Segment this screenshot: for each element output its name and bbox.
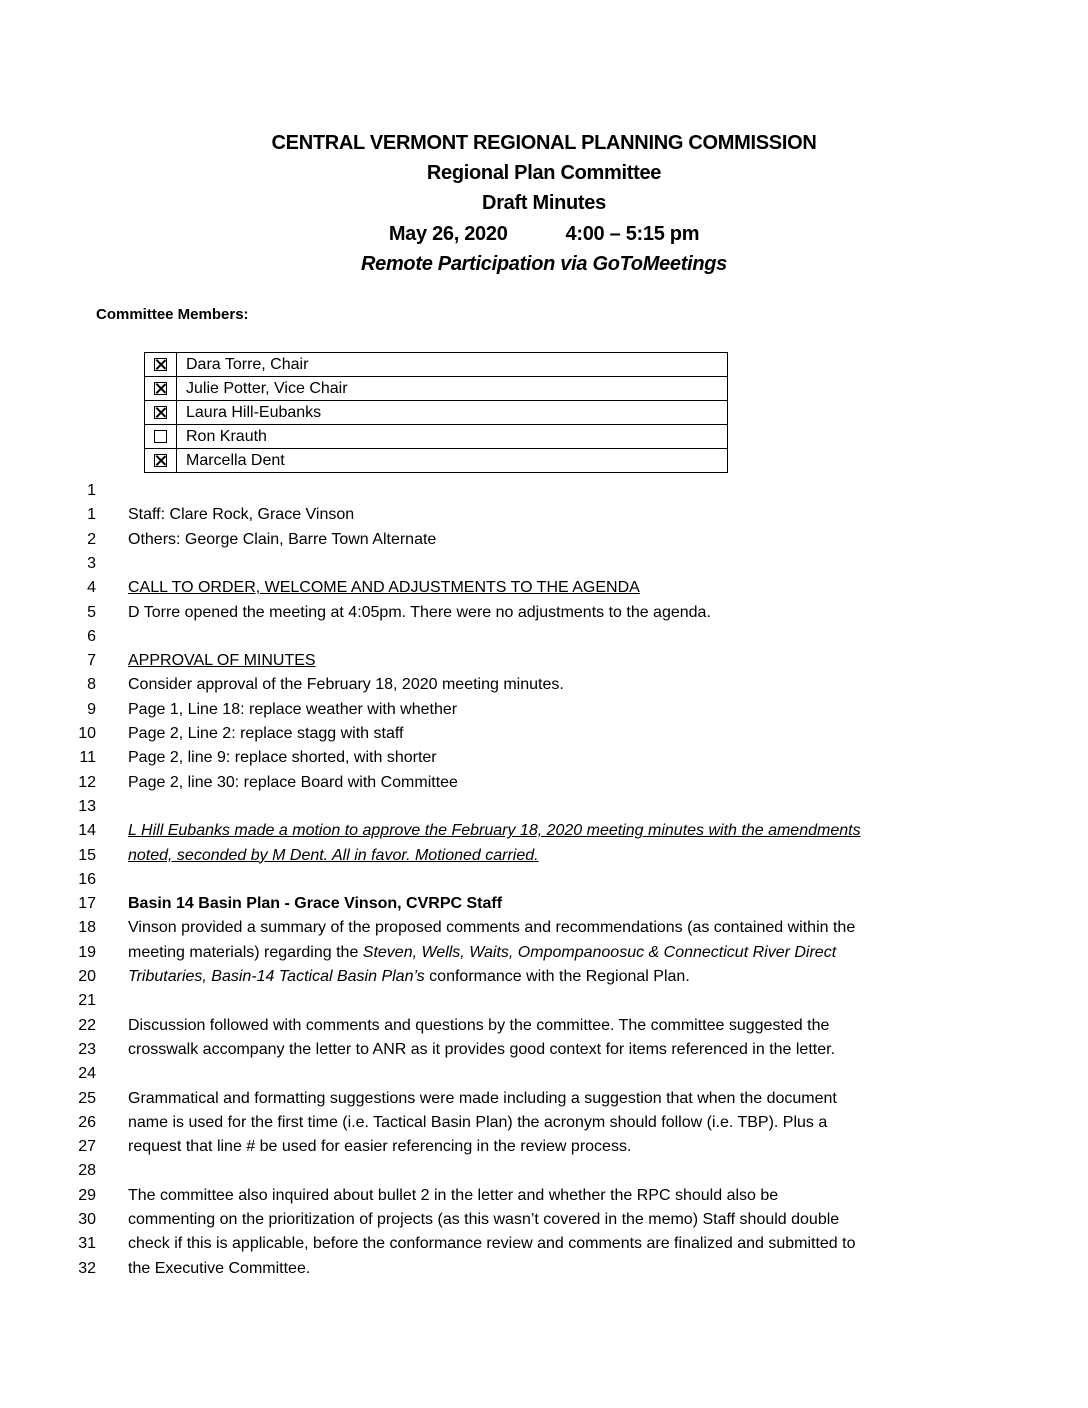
line-number: 9	[87, 700, 96, 718]
minutes-line	[0, 919, 1088, 943]
minutes-line	[0, 482, 1088, 506]
line-text: Page 2, line 9: replace shorted, with shorter	[128, 749, 437, 767]
minutes-line	[0, 1138, 1088, 1162]
line-number: 32	[78, 1259, 96, 1277]
line-text: meeting materials) regarding the Steven, Wells, Waits, Ompompanoosuc & Connecticut River Direct	[128, 943, 837, 961]
line-text: crosswalk accompany the letter to ANR as it provides good context for items referenced in the letter.	[128, 1040, 836, 1058]
minutes-line	[0, 701, 1088, 725]
minutes-line	[0, 749, 1088, 773]
line-number: 30	[78, 1211, 96, 1228]
line-number: 16	[78, 870, 96, 888]
line-number: 1	[87, 482, 96, 499]
member-row	[145, 425, 728, 449]
unchecked-box-icon	[154, 430, 167, 443]
minutes-line	[0, 1235, 1088, 1259]
line-number: 4	[87, 579, 96, 597]
line-number: 19	[78, 943, 96, 961]
line-text: CALL TO ORDER, WELCOME AND ADJUSTMENTS TO THE AGENDA	[128, 579, 640, 597]
document-type: Draft Minutes	[482, 192, 606, 214]
attendance-cell	[145, 449, 177, 473]
line-text: Others: George Clain, Barre Town Alternate	[128, 530, 437, 548]
meeting-date-time	[0, 223, 1088, 246]
member-name: Laura Hill-Eubanks	[177, 401, 728, 425]
line-number: 11	[79, 749, 96, 767]
line-text: APPROVAL OF MINUTES	[128, 652, 316, 670]
checked-box-icon	[154, 406, 167, 419]
attendance-cell	[145, 377, 177, 401]
minutes-line	[0, 1187, 1088, 1211]
minutes-line	[0, 1162, 1088, 1186]
line-text: Page 1, Line 18: replace weather with whether	[128, 700, 458, 718]
line-number: 24	[78, 1065, 96, 1083]
minutes-line	[0, 1211, 1088, 1235]
attendance-cell	[145, 425, 177, 449]
minutes-line	[0, 506, 1088, 530]
member-name: Marcella Dent	[177, 449, 728, 473]
line-number: 31	[78, 1235, 96, 1253]
checked-box-icon	[154, 382, 167, 395]
minutes-line	[0, 1017, 1088, 1041]
line-number: 7	[87, 652, 96, 670]
minutes-line	[0, 1260, 1088, 1284]
line-number: 3	[87, 554, 96, 572]
minutes-line	[0, 798, 1088, 822]
minutes-line	[0, 1041, 1088, 1065]
committee-members-label: Committee Members:	[96, 306, 249, 323]
minutes-line	[0, 822, 1088, 846]
line-number: 28	[78, 1162, 96, 1180]
org-title: CENTRAL VERMONT REGIONAL PLANNING COMMISSION	[271, 132, 817, 154]
line-number: 25	[78, 1089, 96, 1107]
minutes-line	[0, 1090, 1088, 1114]
line-number: 22	[78, 1016, 96, 1034]
line-number: 6	[87, 627, 96, 645]
line-number: 15	[78, 846, 96, 864]
committee-title: Regional Plan Committee	[426, 162, 662, 184]
minutes-line	[0, 652, 1088, 676]
line-number: 20	[78, 968, 96, 985]
member-row	[145, 401, 728, 425]
line-number: 8	[87, 676, 96, 694]
line-number: 18	[78, 919, 96, 937]
line-number: 2	[87, 530, 96, 548]
minutes-line	[0, 604, 1088, 628]
line-number: 17	[78, 895, 96, 913]
minutes-line	[0, 992, 1088, 1016]
line-number: 1	[87, 506, 96, 524]
line-number: 23	[78, 1040, 96, 1058]
line-text: name is used for the first time (i.e. Tactical Basin Plan) the acronym should follow (i.e. TBP). Plus a	[128, 1113, 828, 1131]
line-text: L Hill Eubanks made a motion to approve the February 18, 2020 meeting minutes with the amendments	[128, 822, 861, 840]
member-row	[145, 353, 728, 377]
meeting-date: May 26, 2020	[388, 223, 508, 245]
line-text: commenting on the prioritization of projects (as this wasn’t covered in the memo) Staff should double	[128, 1211, 840, 1228]
line-number: 10	[78, 725, 96, 742]
checked-box-icon	[154, 454, 167, 467]
line-text: Consider approval of the February 18, 2020 meeting minutes.	[128, 676, 564, 694]
member-row	[145, 377, 728, 401]
line-text: Page 2, Line 2: replace stagg with staff	[128, 725, 404, 742]
minutes-line	[0, 676, 1088, 700]
minutes-line	[0, 579, 1088, 603]
member-row	[145, 449, 728, 473]
line-text: Basin 14 Basin Plan - Grace Vinson, CVRPC Staff	[128, 895, 503, 913]
line-text: Discussion followed with comments and questions by the committee. The committee suggested the	[128, 1016, 830, 1034]
minutes-line	[0, 847, 1088, 871]
minutes-line	[0, 895, 1088, 919]
line-number: 27	[78, 1138, 96, 1156]
member-name: Julie Potter, Vice Chair	[177, 377, 728, 401]
minutes-line	[0, 1065, 1088, 1089]
minutes-line	[0, 774, 1088, 798]
line-text: noted, seconded by M Dent. All in favor. Motioned carried.	[128, 846, 539, 864]
attendance-cell	[145, 401, 177, 425]
italic-title: Tributaries, Basin-14 Tactical Basin Plan’s	[128, 968, 425, 985]
line-text: the Executive Committee.	[128, 1259, 311, 1277]
minutes-line	[0, 871, 1088, 895]
line-number: 26	[78, 1113, 96, 1131]
line-number: 29	[78, 1186, 96, 1204]
member-name: Ron Krauth	[177, 425, 728, 449]
minutes-line	[0, 944, 1088, 968]
line-text: check if this is applicable, before the conformance review and comments are finalized and submitted to	[128, 1235, 856, 1253]
line-text: Tributaries, Basin-14 Tactical Basin Plan’s conformance with the Regional Plan.	[128, 968, 690, 985]
minutes-line	[0, 1114, 1088, 1138]
member-name: Dara Torre, Chair	[177, 353, 728, 377]
minutes-line	[0, 555, 1088, 579]
line-number: 14	[78, 822, 96, 840]
minutes-line	[0, 968, 1088, 992]
attendance-cell	[145, 353, 177, 377]
line-text: Vinson provided a summary of the proposed comments and recommendations (as contained within the	[128, 919, 856, 937]
line-number: 12	[78, 773, 96, 791]
line-text: D Torre opened the meeting at 4:05pm. There were no adjustments to the agenda.	[128, 603, 711, 621]
line-text: Page 2, line 30: replace Board with Committee	[128, 773, 458, 791]
line-number: 13	[78, 797, 96, 815]
meeting-time: 4:00 – 5:15 pm	[565, 223, 700, 245]
line-text: Staff: Clare Rock, Grace Vinson	[128, 506, 355, 524]
minutes-line	[0, 725, 1088, 749]
checked-box-icon	[154, 358, 167, 371]
members-table	[144, 352, 728, 473]
minutes-line	[0, 531, 1088, 555]
meeting-venue: Remote Participation via GoToMeetings	[360, 253, 727, 275]
minutes-line	[0, 628, 1088, 652]
line-number: 5	[87, 603, 96, 621]
line-number: 21	[78, 992, 96, 1010]
line-text: request that line # be used for easier referencing in the review process.	[128, 1138, 632, 1156]
line-text: Grammatical and formatting suggestions were made including a suggestion that when the document	[128, 1089, 837, 1107]
line-text: The committee also inquired about bullet 2 in the letter and whether the RPC should also be	[128, 1186, 779, 1204]
italic-title: Steven, Wells, Waits, Ompompanoosuc & Connecticut River Direct	[362, 943, 837, 961]
